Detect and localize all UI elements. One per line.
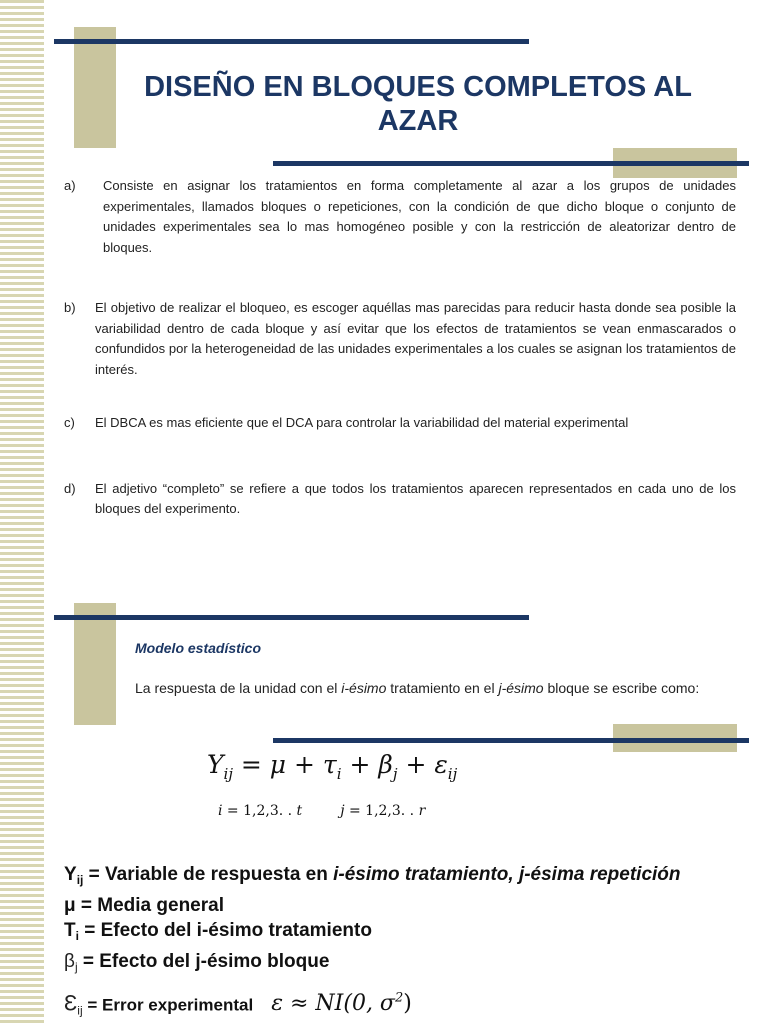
item-text: El DBCA es mas eficiente que el DCA para controlar la variabilidad del material experimental bbox=[95, 415, 629, 430]
def-symbol: β bbox=[64, 951, 75, 972]
eq-beta: + β bbox=[341, 750, 393, 779]
dist-sup: 2 bbox=[394, 991, 404, 1006]
index-r: r bbox=[418, 803, 426, 819]
desc-text: La respuesta de la unidad con el bbox=[135, 680, 342, 696]
item-label: d) bbox=[64, 480, 76, 496]
definition-row bbox=[64, 893, 681, 918]
items-list bbox=[64, 176, 736, 520]
list-item bbox=[64, 298, 736, 380]
model-equation bbox=[207, 750, 457, 783]
def-text: = Efecto del j-ésimo bloque bbox=[77, 951, 330, 972]
desc-italic-i: i-ésimo bbox=[341, 680, 387, 696]
def-symbol-sub: i bbox=[75, 929, 79, 943]
def-symbol: Y bbox=[64, 864, 77, 885]
index-j-range: = 1,2,3. . bbox=[344, 803, 419, 819]
item-label: c) bbox=[64, 415, 75, 430]
eq-beta-sub: j bbox=[392, 765, 398, 783]
eq-eps: + ε bbox=[397, 750, 448, 779]
navy-rule-title bbox=[273, 161, 749, 166]
def-symbol: Ɛ bbox=[64, 990, 78, 1016]
item-text: El adjetivo “completo” se refiere a que todos los tratamientos aparecen representados en cada uno de los bloques del experimento. bbox=[95, 480, 736, 516]
model-description bbox=[135, 680, 699, 696]
item-label: a) bbox=[64, 178, 76, 193]
eq-mu-tau: = μ + τ bbox=[232, 750, 337, 779]
eq-y: Y bbox=[207, 750, 224, 779]
def-symbol: T bbox=[64, 920, 76, 941]
def-text-italic: i-ésimo tratamiento, j-ésima repetición bbox=[333, 864, 681, 885]
def-text: = Error experimental bbox=[82, 995, 254, 1015]
dist-text: ε ≈ NI(0, σ bbox=[271, 991, 395, 1017]
def-text: = Variable de respuesta en bbox=[83, 864, 334, 885]
def-symbol: μ bbox=[64, 895, 76, 916]
definition-row bbox=[64, 986, 681, 1023]
navy-rule-formula bbox=[273, 738, 749, 743]
item-text: El objetivo de realizar el bloqueo, es escoger aquéllas mas parecidas para reducir hasta donde sea posible la variabilidad dentro de cada bloque y así evitar que los efectos de tratamientos se vean enmascarados o confundidos por la heterogeneidad de las unidades experimentales a los cuales se asignan los tratamientos de interés. bbox=[95, 300, 736, 377]
index-ranges bbox=[218, 803, 425, 819]
page-title: DISEÑO EN BLOQUES COMPLETOS AL AZAR bbox=[144, 71, 692, 137]
navy-rule-top bbox=[54, 39, 529, 44]
index-i: i bbox=[218, 803, 223, 819]
def-text: = Media general bbox=[75, 895, 224, 916]
def-symbol-sub: ij bbox=[76, 873, 84, 887]
eq-eps-sub: ij bbox=[447, 765, 458, 783]
desc-text: bloque se escribe como: bbox=[543, 680, 700, 696]
dist-close: ) bbox=[403, 991, 412, 1017]
striped-margin bbox=[0, 0, 44, 1024]
item-text: Consiste en asignar los tratamientos en forma completamente al azar a los grupos de unidades experimentales, llamados bloques o repeticiones, con la condición de que dicho bloque o conjunto de unidades experimentales sea lo mas homogéneo posible y con la restricción de aleatorizar dentro de bloques. bbox=[103, 178, 736, 255]
desc-italic-j: j-ésimo bbox=[498, 680, 544, 696]
eq-y-sub: ij bbox=[223, 765, 233, 783]
desc-text: tratamiento en el bbox=[386, 680, 499, 696]
definition-row bbox=[64, 949, 681, 980]
definition-row bbox=[64, 862, 681, 893]
def-text: = Efecto del i-ésimo tratamiento bbox=[78, 920, 372, 941]
error-distribution bbox=[271, 991, 412, 1016]
definition-row bbox=[64, 918, 681, 949]
eq-tau-sub: i bbox=[336, 765, 342, 783]
def-symbol-sub: j bbox=[74, 960, 78, 974]
olive-block-model bbox=[74, 603, 116, 725]
index-i-range: = 1,2,3. . bbox=[222, 803, 297, 819]
index-j: j bbox=[340, 803, 345, 819]
list-item bbox=[64, 479, 736, 520]
list-item bbox=[64, 176, 736, 258]
definitions-list bbox=[64, 862, 681, 1023]
model-title: Modelo estadístico bbox=[135, 640, 262, 656]
navy-rule-model bbox=[54, 615, 529, 620]
def-symbol-sub: ij bbox=[77, 1003, 83, 1018]
olive-block-top bbox=[74, 27, 116, 148]
list-item bbox=[64, 413, 736, 434]
item-label: b) bbox=[64, 300, 76, 315]
index-t: t bbox=[296, 803, 303, 819]
